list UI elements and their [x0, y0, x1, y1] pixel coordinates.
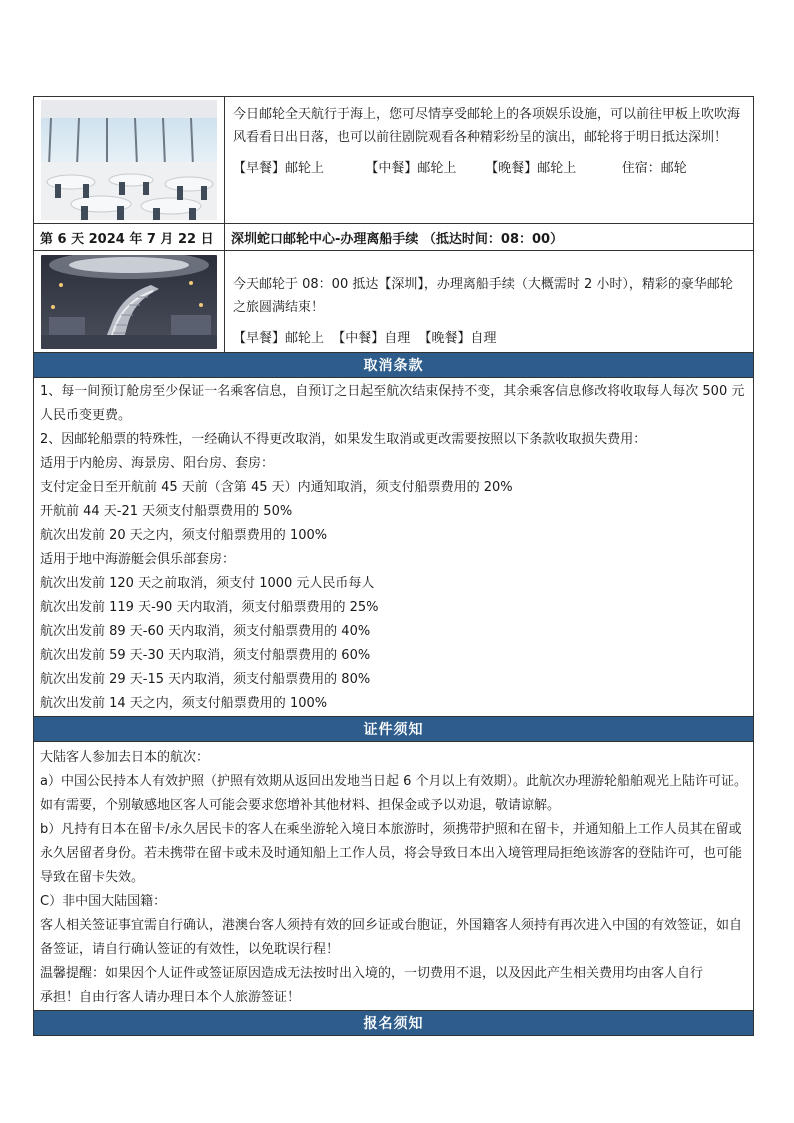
- day6-header-row: [34, 224, 754, 251]
- cancel-line: 航次出发前 14 天之内，须支付船票费用的 100%: [40, 696, 328, 711]
- day5-text-cell: [225, 97, 754, 224]
- ship-atrium-staircase-photo: [41, 255, 217, 349]
- cancel-line: 航次出发前 119 天-90 天内取消，须支付船票费用的 25%: [40, 600, 379, 615]
- day6-text-cell: [225, 251, 754, 353]
- day6-description: 今天邮轮于 08：00 抵达【深圳】，办理离船手续（大概需时 2 小时），精彩的豪华邮轮之旅圆满结束！: [233, 277, 733, 315]
- day5-meals: 【早餐】邮轮上 【中餐】邮轮上 【晚餐】邮轮上 住宿：邮轮: [233, 161, 687, 176]
- signup-title: 报名须知: [34, 1011, 754, 1036]
- docs-line: 客人相关签证事宜需自行确认，港澳台客人须持有效的回乡证或台胞证，外国籍客人须持有再次进入中国的有效签证，如自备签证，请自行确认签证的有效性，以免耽误行程！: [40, 918, 743, 957]
- cancel-title: 取消条款: [34, 353, 754, 378]
- docs-line: 大陆客人参加去日本的航次：: [40, 750, 210, 765]
- cancel-line: 适用于地中海游艇会俱乐部套房：: [40, 552, 236, 567]
- day5-description: 今日邮轮全天航行于海上，您可尽情享受邮轮上的各项娱乐设施，可以前往甲板上吹吹海风看看日出日落，也可以前往剧院观看各种精彩纷呈的演出，邮轮将于明日抵达深圳！: [233, 107, 741, 145]
- cancel-line: 航次出发前 120 天之前取消，须支付 1000 元人民币每人: [40, 576, 375, 591]
- docs-title: 证件须知: [34, 717, 754, 742]
- docs-section-header: [34, 717, 754, 742]
- signup-section-header: [34, 1011, 754, 1036]
- day6-row: [34, 251, 754, 353]
- docs-lines: [34, 742, 754, 1011]
- day6-date: 第 6 天 2024 年 7 月 22 日: [34, 224, 225, 251]
- cancel-section-header: [34, 353, 754, 378]
- cancel-line: 航次出发前 59 天-30 天内取消，须支付船票费用的 60%: [40, 648, 371, 663]
- docs-line: 温馨提醒：如果因个人证件或签证原因造成无法按时出入境的，一切费用不退，以及因此产生相关费用均由客人自行: [40, 966, 704, 981]
- docs-line: b）凡持有日本在留卡/永久居民卡的客人在乘坐游轮入境日本旅游时，须携带护照和在留卡，并通知船上工作人员其在留或永久居留者身份。若未携带在留卡或未及时通知船上工作人员，将会导致日本出入境管理局拒绝该游客的登陆许可，也可能导致在留卡失效。: [40, 822, 743, 885]
- docs-line: a）中国公民持本人有效护照（护照有效期从返回出发地当日起 6 个月以上有效期）。此航次办理游轮船舶观光上陆许可证。如有需要，个别敏感地区客人可能会要求您增补其他材料、担保金或予以劝退，敬请谅解。: [40, 774, 748, 813]
- itinerary-table: [33, 96, 754, 1036]
- cancel-lines: [34, 378, 754, 717]
- cancel-line: 航次出发前 29 天-15 天内取消，须支付船票费用的 80%: [40, 672, 371, 687]
- day6-meals: 【早餐】邮轮上 【中餐】自理 【晚餐】自理: [233, 331, 497, 346]
- day6-image-cell: [34, 251, 225, 353]
- cancel-section-body: [34, 378, 754, 717]
- day5-row: [34, 97, 754, 224]
- docs-line: C）非中国大陆国籍：: [40, 894, 167, 909]
- day5-image-cell: [34, 97, 225, 224]
- cancel-line: 适用于内舱房、海景房、阳台房、套房：: [40, 456, 275, 471]
- cancel-line: 1、每一间预订舱房至少保证一名乘客信息，自预订之日起至航次结束保持不变，其余乘客信息修改将收取每人每次 500 元人民币变更费。: [40, 384, 745, 423]
- cancel-line: 2、因邮轮船票的特殊性，一经确认不得更改取消，如果发生取消或更改需要按照以下条款收取损失费用：: [40, 432, 647, 447]
- itinerary-document: [33, 96, 754, 1036]
- cancel-line: 开航前 44 天-21 天须支付船票费用的 50%: [40, 504, 293, 519]
- day6-route: 深圳蛇口邮轮中心-办理离船手续 （抵达时间：08：00）: [225, 224, 754, 251]
- cancel-line: 航次出发前 20 天之内，须支付船票费用的 100%: [40, 528, 328, 543]
- cancel-line: 航次出发前 89 天-60 天内取消，须支付船票费用的 40%: [40, 624, 371, 639]
- ship-dining-room-photo: [41, 100, 217, 220]
- docs-section-body: [34, 742, 754, 1011]
- cancel-line: 支付定金日至开航前 45 天前（含第 45 天）内通知取消，须支付船票费用的 20%: [40, 480, 513, 495]
- docs-line: 承担！自由行客人请办理日本个人旅游签证！: [40, 990, 301, 1005]
